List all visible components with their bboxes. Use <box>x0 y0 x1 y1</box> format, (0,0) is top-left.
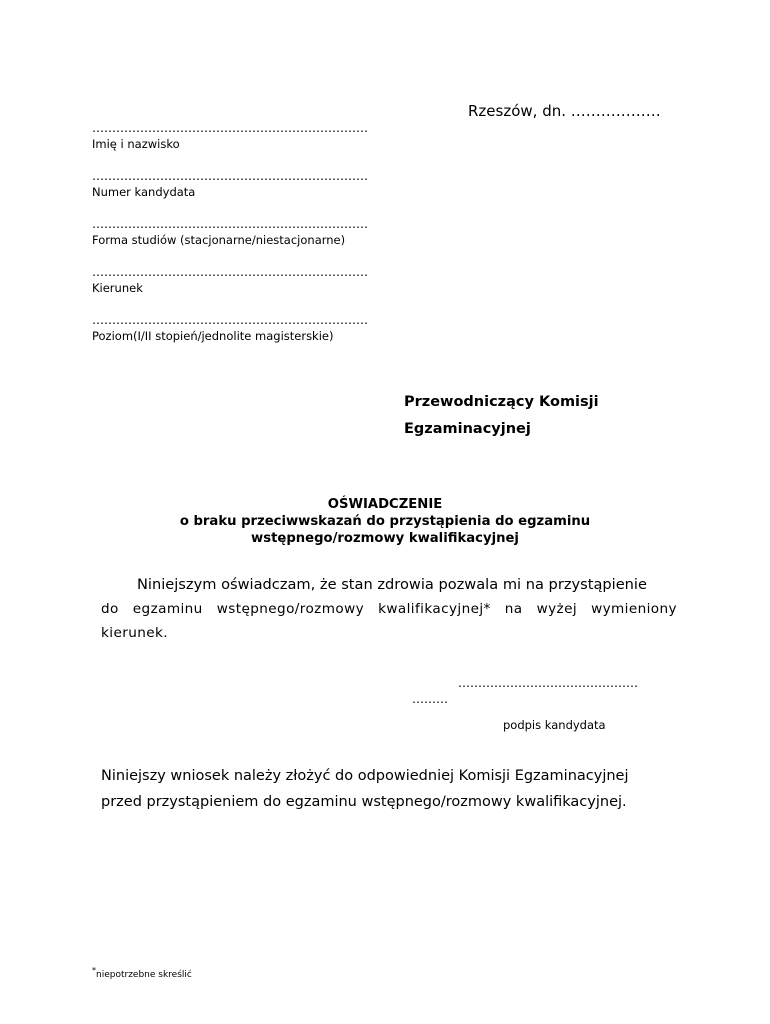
candidate-number-dotted-line: …………………………………………………………… <box>92 169 368 183</box>
recipient-line-2: Egzaminacyjnej <box>404 421 531 437</box>
candidate-number-label: Numer kandydata <box>92 185 196 199</box>
field-of-study-label: Kierunek <box>92 281 143 295</box>
declaration-subtitle-1: o braku przeciwwskazań do przystąpienia do egzaminu <box>179 514 591 529</box>
signature-dotted-line-1: ……………………………………… <box>458 676 638 690</box>
name-dotted-line: …………………………………………………………… <box>92 121 368 135</box>
study-form-label: Forma studiów (stacjonarne/niestacjonarne) <box>92 233 346 247</box>
signature-dotted-line-2: ……… <box>412 692 448 706</box>
name-label: Imię i nazwisko <box>92 137 180 151</box>
footnote-mark: * <box>92 966 96 975</box>
level-label: Poziom(I/II stopień/jednolite magisterskie) <box>92 329 334 343</box>
field-of-study-dotted-line: …………………………………………………………… <box>92 265 368 279</box>
footnote <box>92 966 192 980</box>
note-line-1: Niniejszy wniosek należy złożyć do odpowiedniej Komisji Egzaminacyjnej <box>101 768 629 784</box>
footnote-text: niepotrzebne skreślić <box>96 970 192 980</box>
note-line-2: przed przystąpieniem do egzaminu wstępnego/rozmowy kwalifikacyjnej. <box>101 794 627 810</box>
statement-line-3: kierunek. <box>101 625 168 641</box>
recipient-line-1: Przewodniczący Komisji <box>404 394 599 410</box>
signature-label: podpis kandydata <box>503 718 606 732</box>
declaration-subtitle-2: wstępnego/rozmowy kwalifikacyjnej <box>251 531 519 546</box>
statement-line-2: do egzaminu wstępnego/rozmowy kwalifikacyjnej* na wyżej wymieniony <box>101 601 677 617</box>
study-form-dotted-line: …………………………………………………………… <box>92 217 368 231</box>
level-dotted-line: …………………………………………………………… <box>92 313 368 327</box>
declaration-title: OŚWIADCZENIE <box>327 497 443 512</box>
statement-line-1: Niniejszym oświadczam, że stan zdrowia pozwala mi na przystąpienie <box>137 576 647 593</box>
place-date: Rzeszów, dn. ……………… <box>468 102 661 120</box>
